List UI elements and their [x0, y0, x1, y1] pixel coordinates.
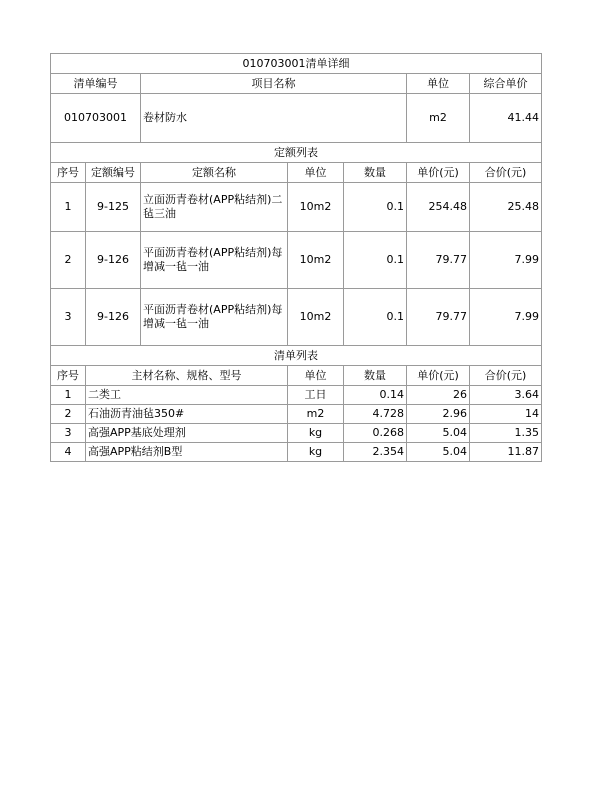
bill-detail-page — [50, 53, 541, 462]
header-code: 清单编号 — [51, 74, 141, 94]
quota-qty: 0.1 — [344, 232, 407, 289]
material-unit: 工日 — [288, 386, 344, 405]
material-total: 3.64 — [470, 386, 542, 405]
material-name: 高强APP粘结剂B型 — [86, 443, 288, 462]
quota-name: 立面沥青卷材(APP粘结剂)二毡三油 — [141, 183, 288, 232]
quota-header-code: 定额编号 — [86, 163, 141, 183]
material-name: 高强APP基底处理剂 — [86, 424, 288, 443]
quota-seq: 1 — [51, 183, 86, 232]
material-qty: 2.354 — [344, 443, 407, 462]
quota-header-name: 定额名称 — [141, 163, 288, 183]
page-title: 010703001清单详细 — [51, 54, 542, 74]
material-header-qty: 数量 — [344, 366, 407, 386]
quota-price: 254.48 — [407, 183, 470, 232]
quota-code: 9-126 — [86, 232, 141, 289]
material-seq: 4 — [51, 443, 86, 462]
bill-detail-table — [50, 53, 542, 462]
material-row — [51, 405, 542, 424]
header-price: 综合单价 — [470, 74, 542, 94]
quota-price: 79.77 — [407, 232, 470, 289]
material-qty: 0.268 — [344, 424, 407, 443]
quota-total: 25.48 — [470, 183, 542, 232]
material-unit: m2 — [288, 405, 344, 424]
material-price: 2.96 — [407, 405, 470, 424]
quota-qty: 0.1 — [344, 289, 407, 346]
material-header-price: 单价(元) — [407, 366, 470, 386]
item-name: 卷材防水 — [141, 94, 407, 143]
material-qty: 0.14 — [344, 386, 407, 405]
material-header-unit: 单位 — [288, 366, 344, 386]
material-seq: 3 — [51, 424, 86, 443]
header-name: 项目名称 — [141, 74, 407, 94]
quota-code: 9-126 — [86, 289, 141, 346]
quota-row — [51, 289, 542, 346]
material-row — [51, 386, 542, 405]
material-unit: kg — [288, 443, 344, 462]
quota-header-seq: 序号 — [51, 163, 86, 183]
quota-code: 9-125 — [86, 183, 141, 232]
material-section-title: 清单列表 — [51, 346, 542, 366]
quota-unit: 10m2 — [288, 232, 344, 289]
material-unit: kg — [288, 424, 344, 443]
material-qty: 4.728 — [344, 405, 407, 424]
quota-header-qty: 数量 — [344, 163, 407, 183]
item-unit: m2 — [407, 94, 470, 143]
material-seq: 2 — [51, 405, 86, 424]
material-total: 1.35 — [470, 424, 542, 443]
quota-row — [51, 232, 542, 289]
quota-header-unit: 单位 — [288, 163, 344, 183]
quota-total: 7.99 — [470, 232, 542, 289]
item-price: 41.44 — [470, 94, 542, 143]
quota-seq: 3 — [51, 289, 86, 346]
material-header-name: 主材名称、规格、型号 — [86, 366, 288, 386]
material-row — [51, 424, 542, 443]
material-total: 11.87 — [470, 443, 542, 462]
material-row — [51, 443, 542, 462]
quota-header-price: 单价(元) — [407, 163, 470, 183]
quota-row — [51, 183, 542, 232]
quota-name: 平面沥青卷材(APP粘结剂)每增减一毡一油 — [141, 289, 288, 346]
quota-section-title: 定额列表 — [51, 143, 542, 163]
material-header-seq: 序号 — [51, 366, 86, 386]
material-price: 5.04 — [407, 424, 470, 443]
material-header-total: 合价(元) — [470, 366, 542, 386]
quota-qty: 0.1 — [344, 183, 407, 232]
item-code: 010703001 — [51, 94, 141, 143]
material-total: 14 — [470, 405, 542, 424]
material-price: 5.04 — [407, 443, 470, 462]
quota-unit: 10m2 — [288, 183, 344, 232]
quota-unit: 10m2 — [288, 289, 344, 346]
material-name: 二类工 — [86, 386, 288, 405]
quota-name: 平面沥青卷材(APP粘结剂)每增减一毡一油 — [141, 232, 288, 289]
quota-total: 7.99 — [470, 289, 542, 346]
material-name: 石油沥青油毡350# — [86, 405, 288, 424]
quota-header-total: 合价(元) — [470, 163, 542, 183]
material-seq: 1 — [51, 386, 86, 405]
header-unit: 单位 — [407, 74, 470, 94]
quota-seq: 2 — [51, 232, 86, 289]
material-price: 26 — [407, 386, 470, 405]
quota-price: 79.77 — [407, 289, 470, 346]
